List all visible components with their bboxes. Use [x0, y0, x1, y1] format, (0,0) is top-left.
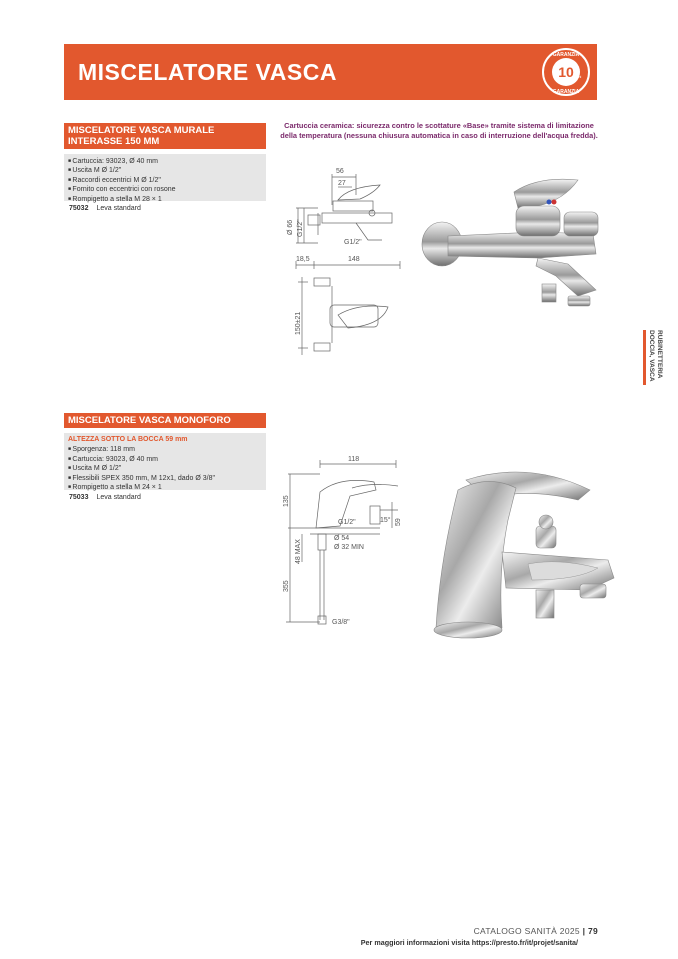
dim-18-5: 18,5 [296, 256, 310, 263]
side-tab-line1: RUBINETTERIA [656, 330, 663, 379]
product1-title-line2: INTERASSE 150 MM [68, 136, 160, 147]
product1-photo [418, 172, 603, 312]
page-number: 79 [587, 926, 598, 936]
spec-item: ■ Rompigetto a stella M 24 × 1 [68, 483, 262, 492]
product2-title: MISCELATORE VASCA MONOFORO [64, 413, 266, 428]
product1-technical-drawing [278, 165, 408, 360]
dim-59: 59 [395, 518, 402, 526]
catalog-name: CATALOGO SANITÀ 2025 [473, 926, 580, 936]
page-banner [64, 44, 597, 100]
dim-15deg: 15° [380, 517, 391, 524]
spec-item: ■ Rompigetto a stella M 28 × 1 [68, 195, 262, 204]
dim-135: 135 [283, 495, 290, 507]
product1-code-line [69, 205, 141, 212]
product2-code-line [69, 494, 141, 501]
product1-specs [64, 154, 266, 201]
dim-32: Ø 32 MIN [334, 544, 364, 551]
dim-g12: G1/2" [338, 519, 356, 526]
dim-g12b: G1/2" [344, 239, 362, 246]
product2-photo [428, 460, 618, 642]
dim-66: Ø 66 [287, 219, 294, 235]
dim-g12a: G1/2" [297, 219, 304, 237]
spec-item: ■ Cartuccia: 93023, Ø 40 mm [68, 455, 262, 464]
dim-150: 150±21 [295, 311, 302, 335]
product1-title [64, 123, 266, 149]
product2-variant: Leva standard [96, 494, 141, 501]
dim-355: 355 [283, 580, 290, 592]
dim-g38: G3/8" [332, 619, 350, 626]
product1-code: 75032 [69, 205, 89, 212]
spec-item: ■ Cartuccia: 93023, Ø 40 mm [68, 157, 262, 166]
dim-48: 48 MAX [295, 539, 302, 564]
spec-item: ■ Fornito con eccentrici con rosone [68, 185, 262, 194]
badge-top-text: GARANZIA [552, 52, 580, 58]
spec-item: ■ Uscita M Ø 1/2" [68, 166, 262, 175]
section-side-tab [643, 330, 663, 385]
badge-number: 10 [558, 64, 574, 80]
spec-item: ■ Uscita M Ø 1/2" [68, 464, 262, 473]
dim-148: 148 [348, 256, 360, 263]
spec-item: ■ Sporgenza: 118 mm [68, 445, 262, 454]
cartridge-note: Cartuccia ceramica: sicurezza contro le scottature «Base» tramite sistema di limitazione della temperatura (nessuna chiusura automatica in caso di interruzione dell'acqua fredda). [280, 121, 598, 140]
product2-technical-drawing [280, 452, 410, 632]
badge-bottom-text: GARANZIA [552, 89, 580, 95]
page-title: MISCELATORE VASCA [78, 59, 337, 85]
product2-specs [64, 433, 266, 490]
product1-title-line1: MISCELATORE VASCA MURALE [68, 125, 215, 136]
dim-56: 56 [336, 168, 344, 175]
side-tab-line2: DOCCIA, VASCA [648, 330, 656, 382]
product1-variant: Leva standard [96, 205, 141, 212]
badge-unit: anni [574, 75, 582, 79]
footer-separator: | [582, 926, 586, 936]
footer-catalog [474, 926, 598, 936]
product2-subtitle: ALTEZZA SOTTO LA BOCCA 59 mm [68, 436, 188, 443]
side-tab-text [643, 330, 663, 385]
dim-118: 118 [348, 456, 360, 463]
footer-info: Per maggiori informazioni visita https://presto.fr/it/projet/sanita/ [360, 938, 578, 947]
dim-27: 27 [338, 180, 346, 187]
product2-code: 75033 [69, 494, 89, 501]
warranty-badge [541, 47, 591, 97]
spec-item: ■ Flessibili SPEX 350 mm, M 12x1, dado Ø 3/8" [68, 474, 262, 483]
dim-54: Ø 54 [334, 535, 350, 542]
spec-item: ■ Raccordi eccentrici M Ø 1/2" [68, 176, 262, 185]
